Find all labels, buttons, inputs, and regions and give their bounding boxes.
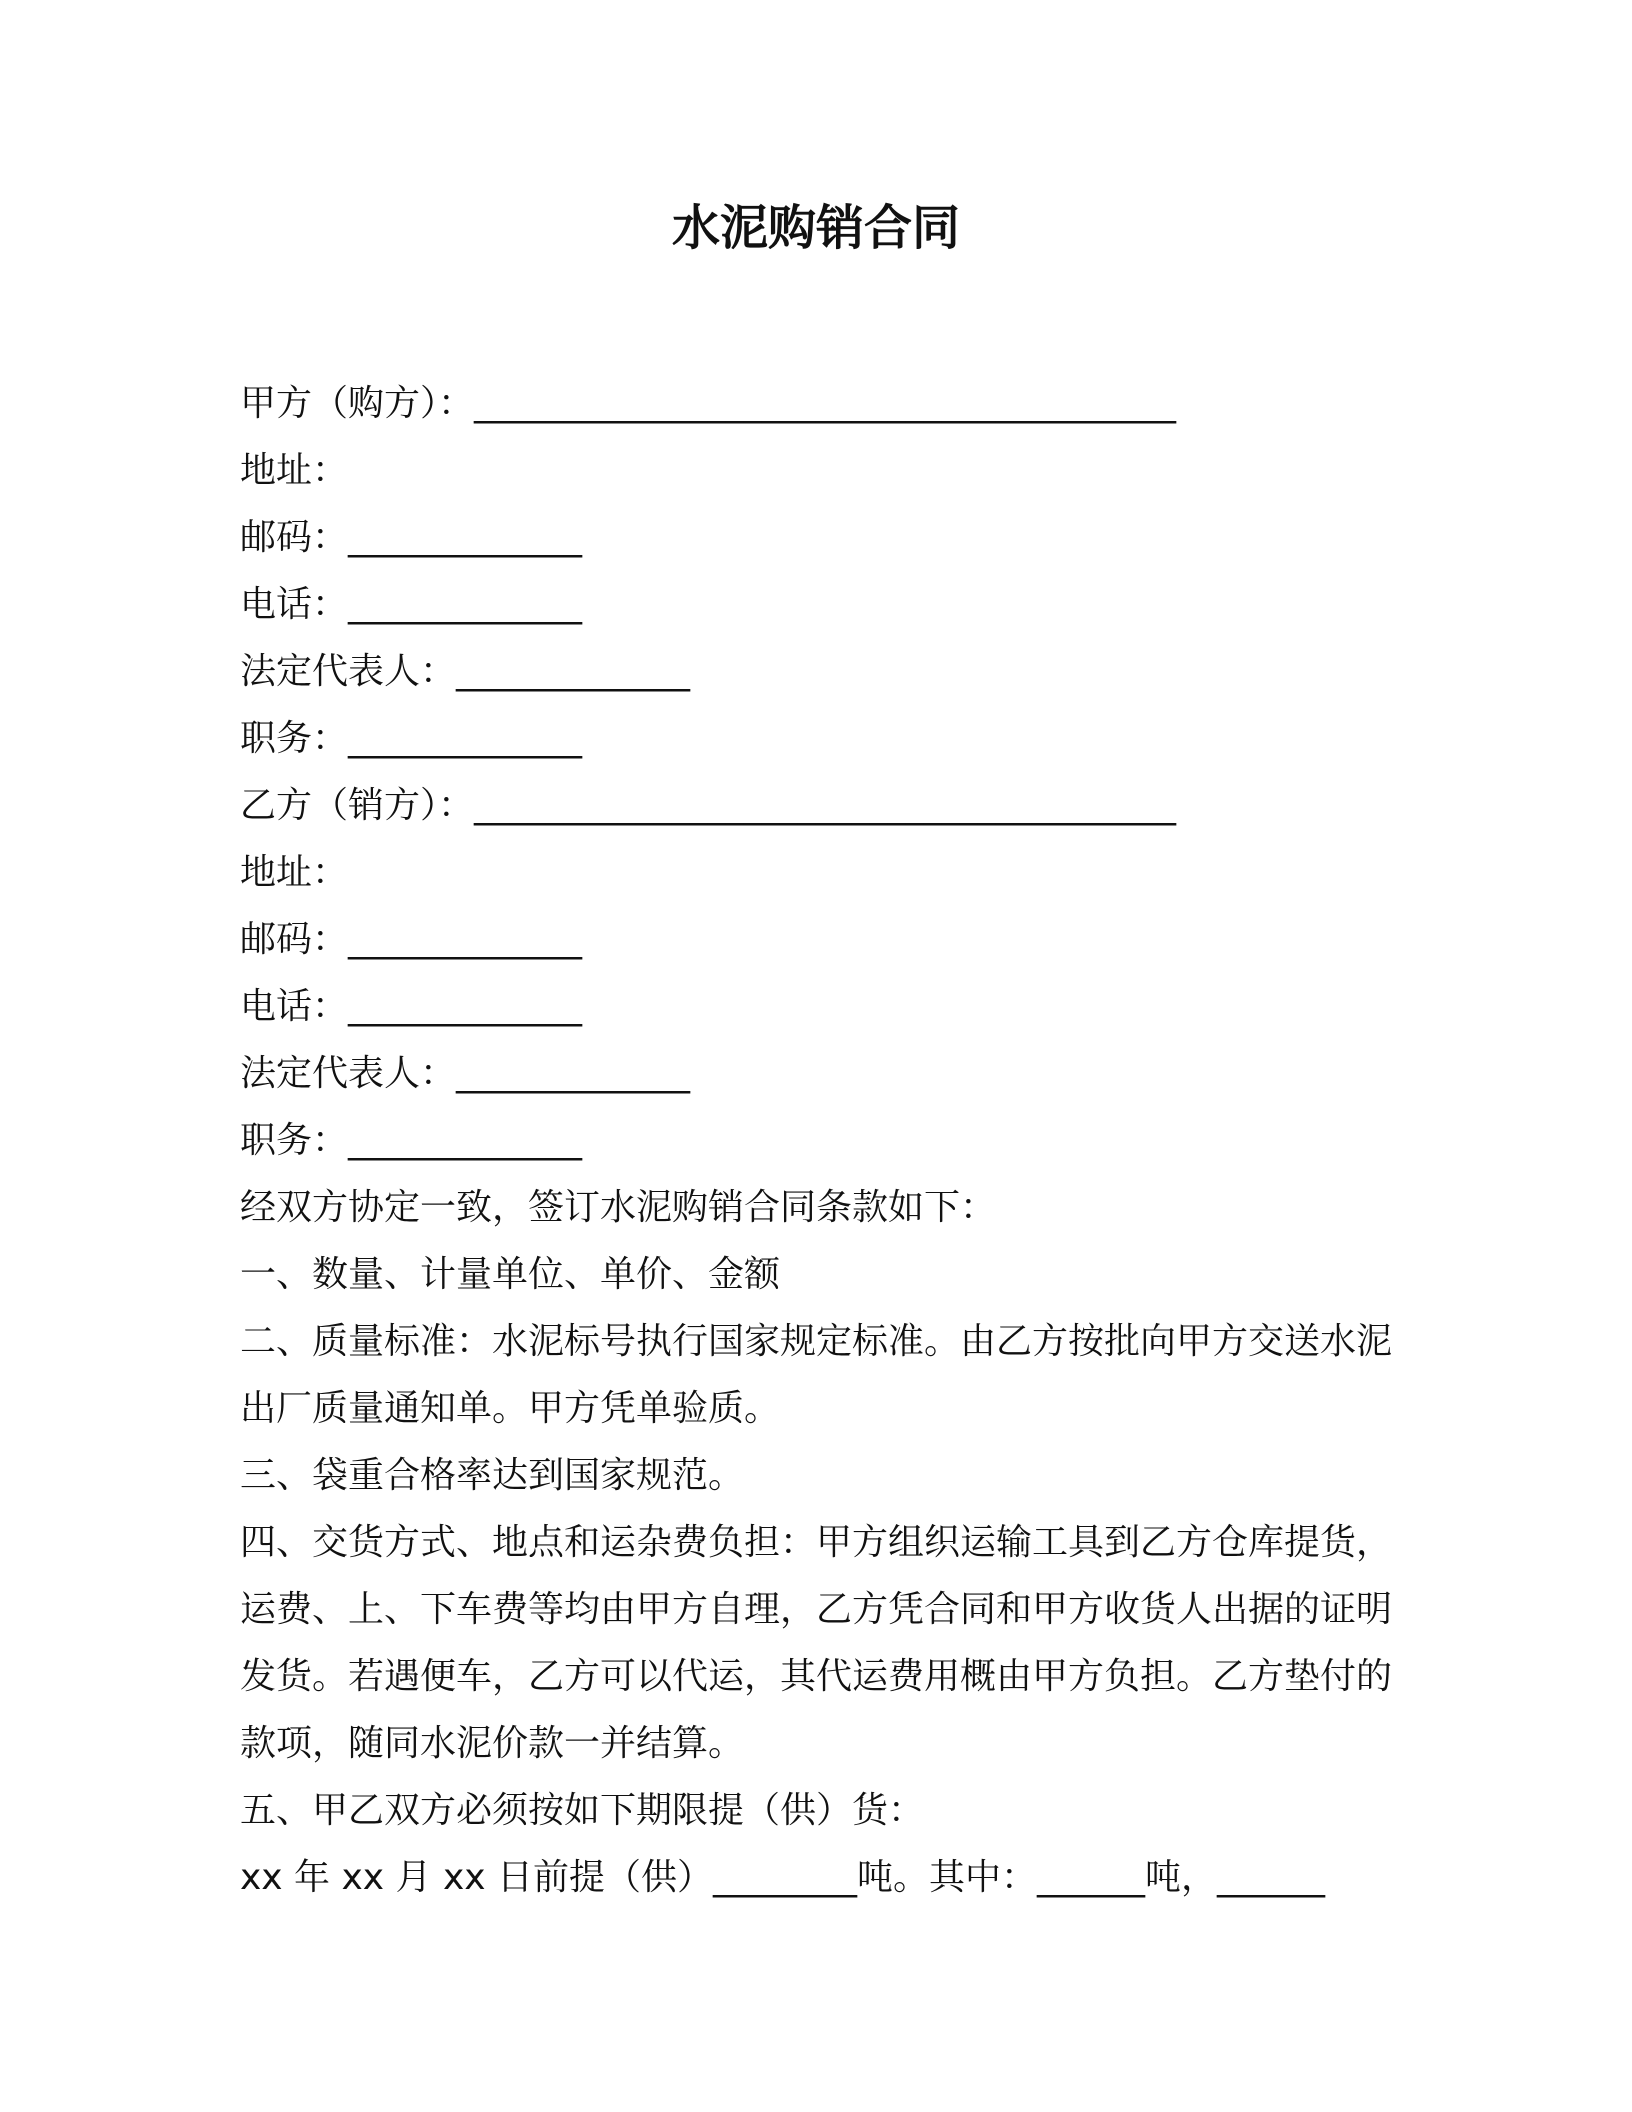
clause-4: 四、交货方式、地点和运杂费负担：甲方组织运输工具到乙方仓库提货，运费、上、下车费等均由甲方自理，乙方凭合同和甲方收货人出据的证明发货。若遇便车，乙方可以代运，其代运费用概由甲方负担。乙方垫付的款项，随同水泥价款一并结算。: [240, 1522, 1393, 1764]
party-a-phone: 电话：_____________: [240, 584, 583, 625]
clause-2: 二、质量标准：水泥标号执行国家规定标准。由乙方按批向甲方交送水泥出厂质量通知单。甲方凭单验质。: [240, 1321, 1393, 1429]
party-b-address: 地址：: [240, 852, 349, 893]
party-a-postcode: 邮码：_____________: [240, 517, 583, 558]
party-a-position: 职务：_____________: [240, 718, 583, 759]
contract-intro: 经双方协定一致，签订水泥购销合同条款如下：: [240, 1187, 997, 1228]
party-b-position: 职务：_____________: [240, 1120, 583, 1161]
party-b-postcode: 邮码：_____________: [240, 919, 583, 960]
party-b-legal-rep: 法定代表人：_____________: [240, 1053, 691, 1094]
clause-5: 五、甲乙双方必须按如下期限提（供）货：: [240, 1790, 925, 1831]
document-title: 水泥购销合同: [671, 200, 960, 256]
clause-5-schedule: xx 年 xx 月 xx 日前提（供）________吨。其中：______吨，______: [240, 1857, 1326, 1898]
document-body: [240, 370, 1392, 1911]
party-b-phone: 电话：_____________: [240, 986, 583, 1027]
party-b-heading: 乙方（销方）：_______________________________________: [240, 785, 1177, 826]
party-a-heading: 甲方（购方）：_______________________________________: [240, 383, 1177, 424]
party-a-address: 地址：: [240, 450, 349, 491]
party-a-legal-rep: 法定代表人：_____________: [240, 651, 691, 692]
clause-3: 三、袋重合格率达到国家规范。: [240, 1455, 745, 1496]
clause-1: 一、数量、计量单位、单价、金额: [240, 1254, 781, 1295]
